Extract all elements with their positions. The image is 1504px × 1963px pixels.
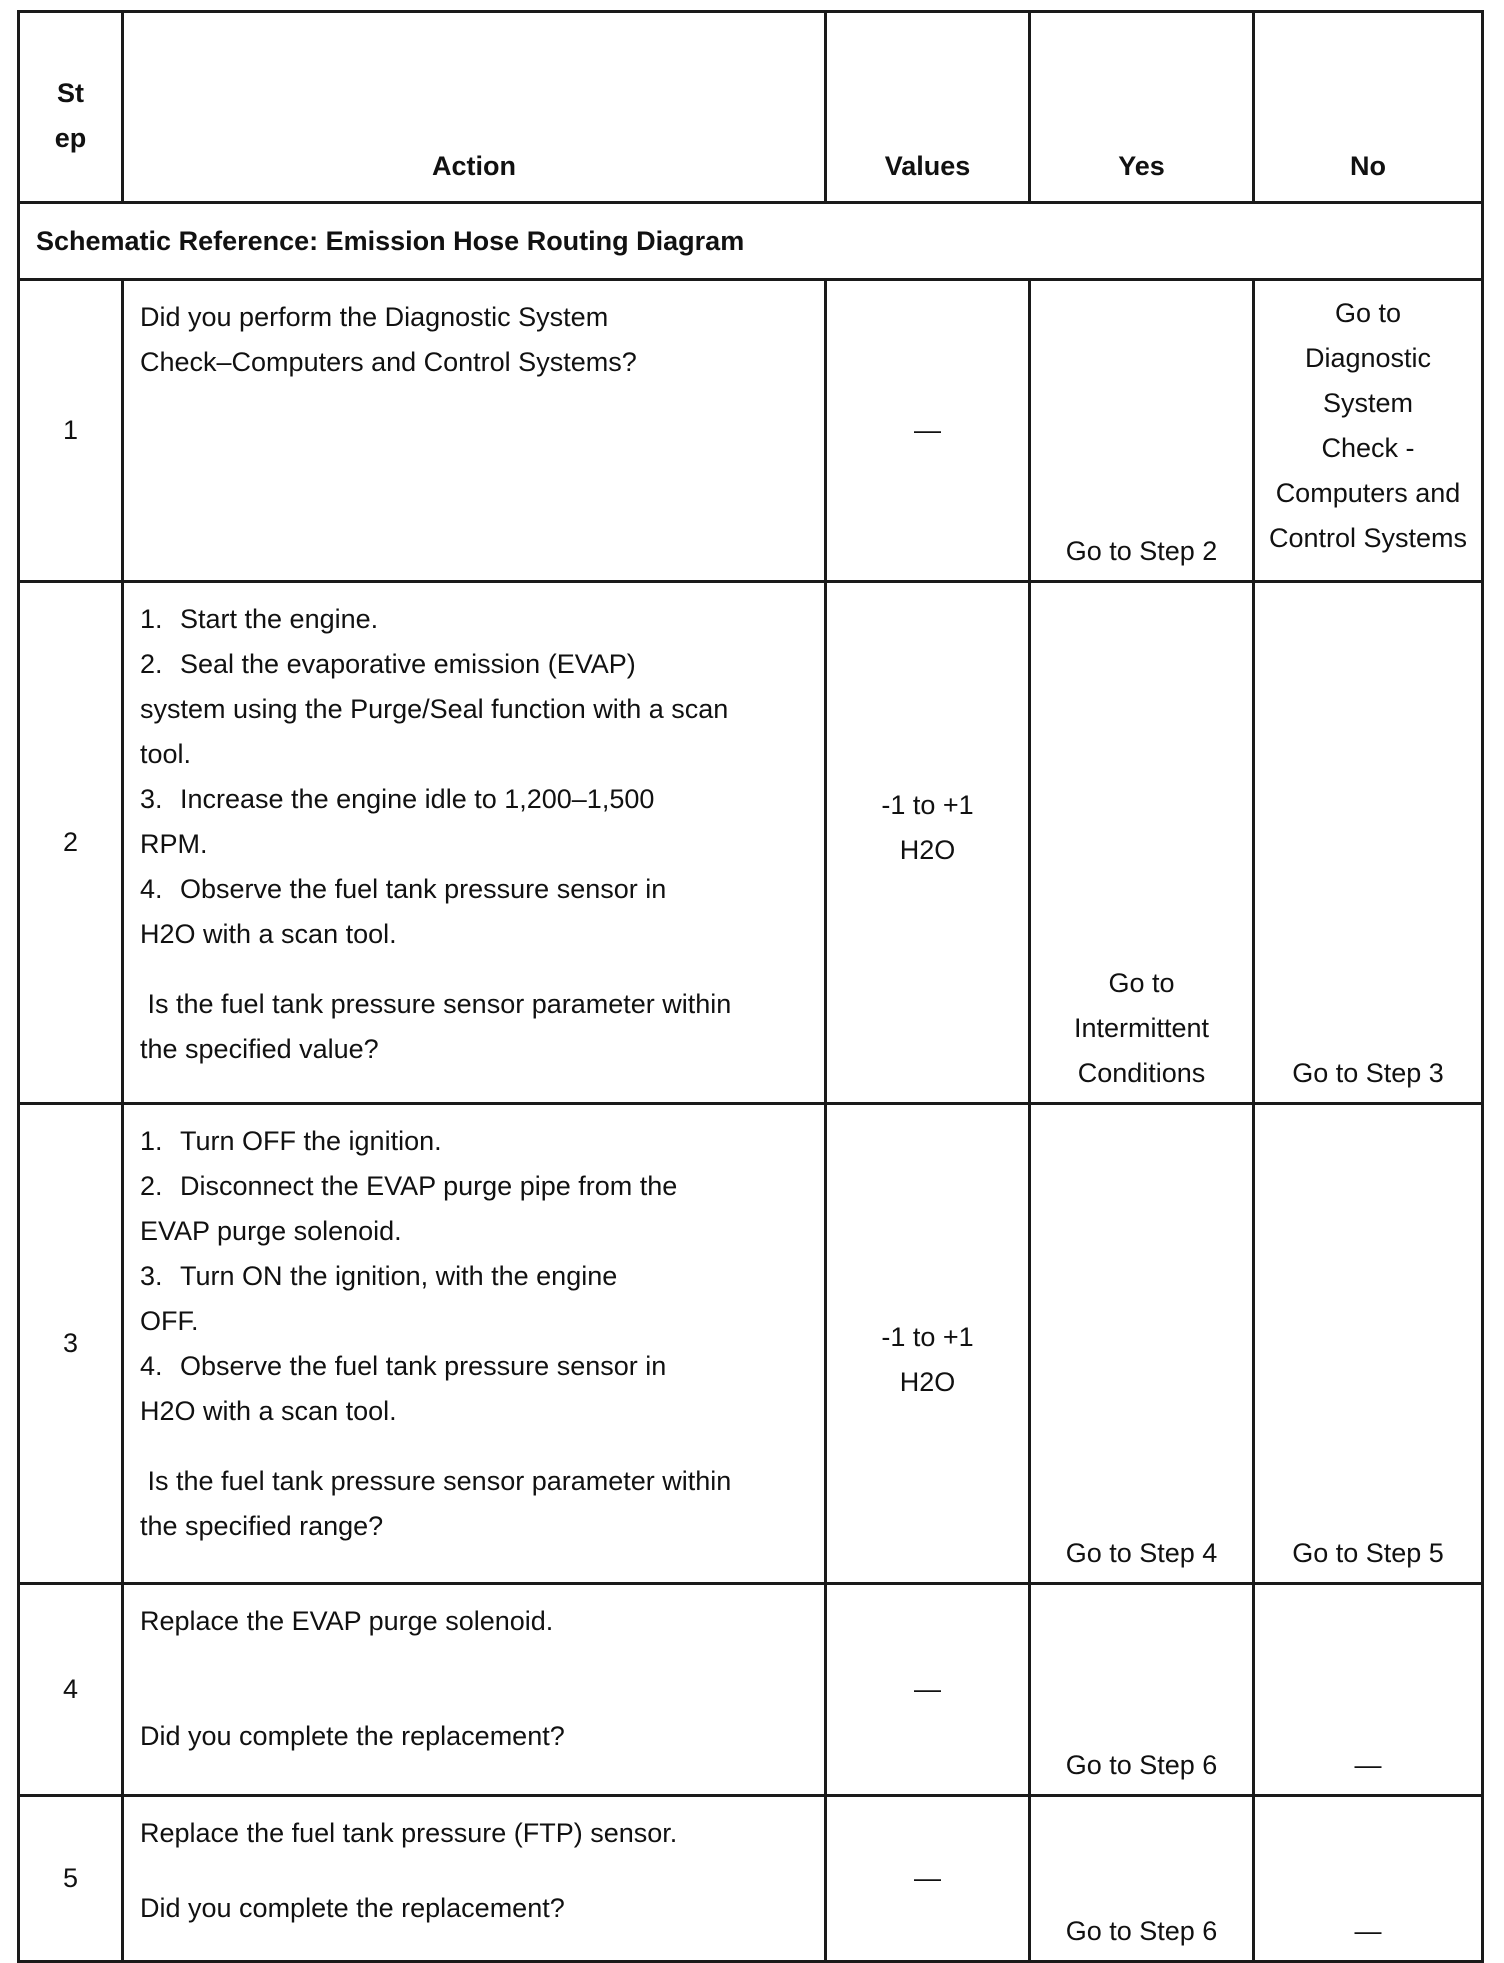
step-number: 4 [19,1584,123,1796]
yes-cell: Go to Step 2 [1030,280,1254,582]
diagnostic-table [17,10,1484,1963]
header-row [19,12,1483,203]
header-no: No [1254,12,1483,203]
question: Did you complete the replacement? [140,1721,565,1751]
action-cell: Did you perform the Diagnostic System Check–Computers and Control Systems? [123,280,826,582]
yes-cell: Go to Intermittent Conditions [1030,582,1254,1104]
yes-cell: Go to Step 6 [1030,1796,1254,1962]
question: Did you complete the replacement? [140,1893,565,1923]
action-cell: 1. Start the engine. 2. Seal the evaporative emission (EVAP) system using the Purge/Seal function with a scan tool. 3. Increase the engine idle to 1,200–1,500 RPM. 4. Observe the fuel tank pressure sensor in H2O with a scan tool. Is the fuel tank pressure sensor parameter within the specified value? [123,582,826,1104]
no-cell: Go to Step 3 [1254,582,1483,1104]
table-row [19,1796,1483,1962]
table-row [19,280,1483,582]
table-row [19,1104,1483,1584]
question: Is the fuel tank pressure sensor parameter within [140,989,732,1019]
schematic-reference: Schematic Reference: Emission Hose Routing Diagram [19,203,1483,280]
values-cell: — [826,280,1030,582]
header-values: Values [826,12,1030,203]
values-cell: — [826,1584,1030,1796]
schematic-reference-row [19,203,1483,280]
yes-cell: Go to Step 4 [1030,1104,1254,1584]
values-cell: — [826,1796,1030,1962]
no-cell: — [1254,1584,1483,1796]
action-cell: 1. Turn OFF the ignition. 2. Disconnect the EVAP purge pipe from the EVAP purge solenoid. 3. Turn ON the ignition, with the engine OFF. 4. Observe the fuel tank pressure sensor in H2O with a scan tool. Is the fuel tank pressure sensor parameter within the specified range? [123,1104,826,1584]
no-cell: Go to Step 5 [1254,1104,1483,1584]
values-cell: -1 to +1 H2O [826,582,1030,1104]
step-number: 1 [19,280,123,582]
header-yes: Yes [1030,12,1254,203]
no-cell: — [1254,1796,1483,1962]
yes-cell: Go to Step 6 [1030,1584,1254,1796]
action-cell: Replace the fuel tank pressure (FTP) sensor. Did you complete the replacement? [123,1796,826,1962]
step-number: 5 [19,1796,123,1962]
values-cell: -1 to +1 H2O [826,1104,1030,1584]
no-cell: Go to Diagnostic System Check - Computers and Control Systems [1254,280,1483,582]
table-row [19,582,1483,1104]
step-number: 2 [19,582,123,1104]
action-cell: Replace the EVAP purge solenoid. Did you complete the replacement? [123,1584,826,1796]
step-number: 3 [19,1104,123,1584]
header-step: St ep [19,12,123,203]
question: Is the fuel tank pressure sensor parameter within [140,1466,732,1496]
header-action: Action [123,12,826,203]
table-row [19,1584,1483,1796]
